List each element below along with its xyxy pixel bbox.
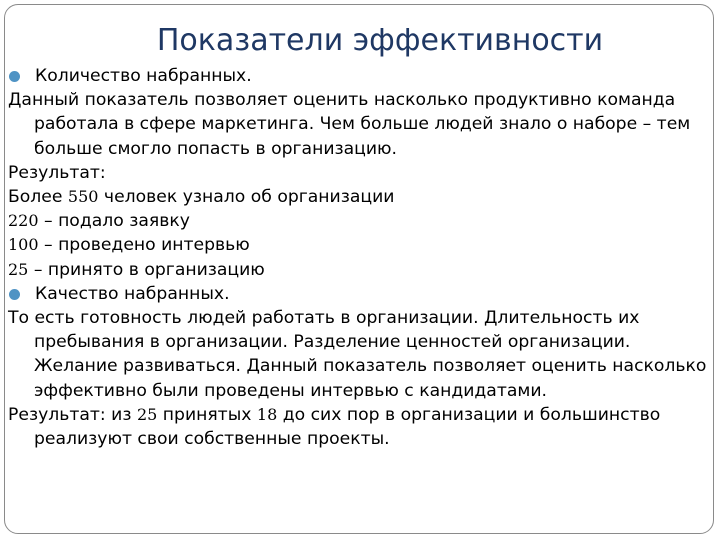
- result-number: 18: [256, 404, 278, 424]
- result-number: 25: [136, 404, 158, 424]
- result-line: 25 – принято в организацию: [8, 259, 265, 280]
- slide-body: [8, 64, 708, 451]
- quality-description: То есть готовность людей работать в организации. Длительность их пребывания в организации. Разделение ценностей организации. Желание развиваться. Данный показатель позволяет оценить насколько эффективно были проведены интервью с кандидатами.: [8, 308, 707, 401]
- bullet-icon: [9, 289, 20, 300]
- bullet-heading: Качество набранных.: [35, 283, 230, 304]
- result-number: 220: [8, 211, 39, 231]
- slide-title: Показатели эффективности: [156, 23, 604, 58]
- result-line: 100 – проведено интервью: [8, 235, 250, 256]
- bullet-icon: [9, 71, 20, 82]
- result-line: Более 550 человек узнало об организации: [8, 187, 395, 208]
- result-number: 100: [8, 235, 39, 255]
- result-number: 550: [67, 187, 99, 207]
- bullet-item-quantity: [8, 64, 708, 88]
- quantity-result-label: Результат:: [8, 162, 106, 183]
- result-number: 25: [8, 259, 29, 279]
- bullet-item-quality: [8, 282, 708, 306]
- bullet-heading: Количество набранных.: [35, 66, 252, 86]
- result-line: 220 – подало заявку: [8, 211, 190, 232]
- quality-result: Результат: из 25 принятых 18 до сих пор в организации и большинство реализуют свои собственные проекты.: [8, 404, 661, 450]
- quantity-description: Данный показатель позволяет оценить насколько продуктивно команда работала в сфере маркетинга. Чем больше людей знало о наборе – тем больше смогло попасть в организацию.: [8, 90, 691, 159]
